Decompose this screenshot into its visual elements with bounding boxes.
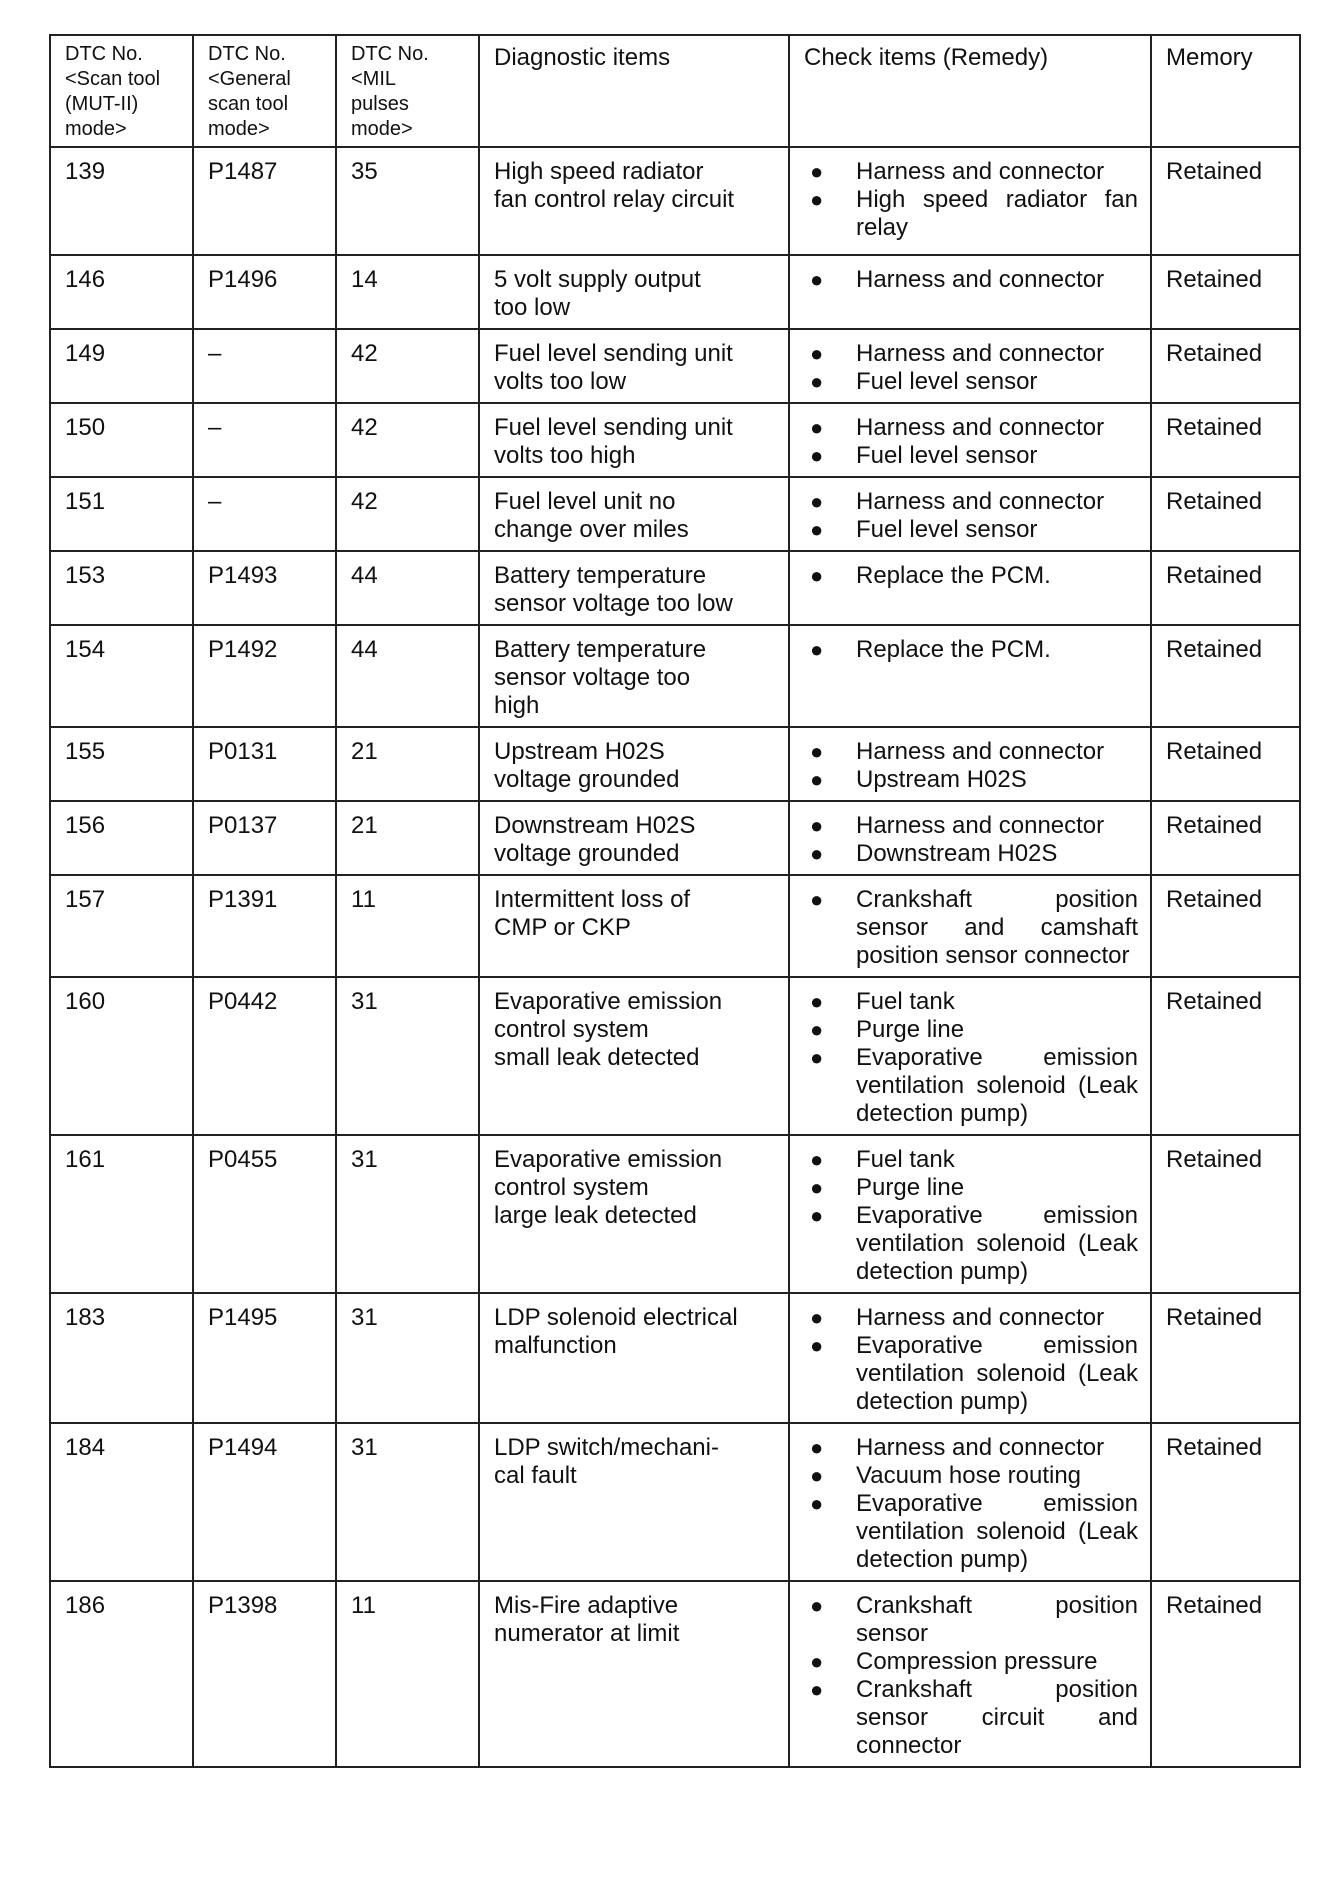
general-code: P1487 (193, 147, 336, 255)
memory-status: Retained (1151, 875, 1300, 977)
table-row (50, 551, 1300, 625)
bullet-icon: ● (810, 1203, 824, 1228)
list-item (804, 1490, 1138, 1574)
table-row (50, 329, 1300, 403)
table-row (50, 147, 1300, 255)
header-row (50, 35, 1300, 147)
bullet-icon: ● (810, 887, 824, 912)
check-list (804, 340, 1138, 396)
check-item-text: Fuel tank (856, 1146, 955, 1173)
check-items (789, 801, 1151, 875)
header-scan-tool: DTC No. <Scan tool (MUT-II) mode> (50, 35, 193, 147)
list-item (804, 1304, 1138, 1332)
general-code: P0442 (193, 977, 336, 1135)
list-item (804, 488, 1138, 516)
bullet-icon: ● (810, 1593, 824, 1618)
check-list (804, 266, 1138, 294)
scan-tool-code: 161 (50, 1135, 193, 1293)
list-item (804, 988, 1138, 1016)
check-items (789, 329, 1151, 403)
table-row (50, 1293, 1300, 1423)
bullet-icon: ● (810, 1435, 824, 1460)
mil-code: 44 (336, 625, 479, 727)
header-memory: Memory (1151, 35, 1300, 147)
list-item (804, 1174, 1138, 1202)
check-item-text: Purge line (856, 1174, 965, 1201)
list-item (804, 266, 1138, 294)
mil-code: 31 (336, 1293, 479, 1423)
bullet-icon: ● (810, 517, 824, 542)
scan-tool-code: 186 (50, 1581, 193, 1767)
scan-tool-code: 183 (50, 1293, 193, 1423)
check-item-text: Harness and connector (856, 488, 1105, 515)
check-item-text: Downstream H02S (856, 840, 1058, 867)
diagnostic-item: Upstream H02S voltage grounded (479, 727, 789, 801)
check-item-text: High speed radiator fan relay (856, 186, 1138, 241)
memory-status: Retained (1151, 625, 1300, 727)
table-row (50, 801, 1300, 875)
check-item-text: Compression pressure (856, 1648, 1098, 1675)
check-list (804, 1146, 1138, 1286)
check-list (804, 488, 1138, 544)
bullet-icon: ● (810, 739, 824, 764)
bullet-icon: ● (810, 1649, 824, 1674)
mil-code: 35 (336, 147, 479, 255)
scan-tool-code: 139 (50, 147, 193, 255)
scan-tool-code: 155 (50, 727, 193, 801)
check-list (804, 812, 1138, 868)
general-code: P1492 (193, 625, 336, 727)
memory-status: Retained (1151, 727, 1300, 801)
general-code: P1493 (193, 551, 336, 625)
mil-code: 31 (336, 1423, 479, 1581)
check-item-text: Replace the PCM. (856, 636, 1051, 663)
check-item-text: Harness and connector (856, 266, 1105, 293)
diagnostic-item: High speed radiator fan control relay circuit (479, 147, 789, 255)
table-row (50, 403, 1300, 477)
memory-status: Retained (1151, 1293, 1300, 1423)
check-item-text: Harness and connector (856, 340, 1105, 367)
bullet-icon: ● (810, 813, 824, 838)
diagnostic-item: Evaporative emission control system large leak detected (479, 1135, 789, 1293)
mil-code: 42 (336, 403, 479, 477)
diagnostic-item: Fuel level unit no change over miles (479, 477, 789, 551)
check-list (804, 562, 1138, 590)
check-item-text: Evaporative emission ventilation solenoid (Leak detection pump) (856, 1490, 1138, 1573)
check-list (804, 1304, 1138, 1416)
bullet-icon: ● (810, 415, 824, 440)
list-item (804, 1648, 1138, 1676)
general-code: P0137 (193, 801, 336, 875)
check-items (789, 147, 1151, 255)
bullet-icon: ● (810, 563, 824, 588)
check-items (789, 977, 1151, 1135)
check-item-text: Upstream H02S (856, 766, 1027, 793)
check-item-text: Evaporative emission ventilation solenoid (Leak detection pump) (856, 1332, 1138, 1415)
check-item-text: Crankshaft position sensor circuit and connector (856, 1676, 1138, 1759)
check-list (804, 414, 1138, 470)
table-row (50, 625, 1300, 727)
check-item-text: Purge line (856, 1016, 965, 1043)
general-code: – (193, 477, 336, 551)
diagnostic-item: Fuel level sending unit volts too high (479, 403, 789, 477)
check-items (789, 727, 1151, 801)
list-item (804, 368, 1138, 396)
list-item (804, 516, 1138, 544)
table-row (50, 477, 1300, 551)
scan-tool-code: 146 (50, 255, 193, 329)
check-items (789, 875, 1151, 977)
diagnostic-item: Battery temperature sensor voltage too low (479, 551, 789, 625)
check-list (804, 1434, 1138, 1574)
list-item (804, 158, 1138, 186)
scan-tool-code: 184 (50, 1423, 193, 1581)
mil-code: 31 (336, 977, 479, 1135)
bullet-icon: ● (810, 159, 824, 184)
check-list (804, 1592, 1138, 1760)
bullet-icon: ● (810, 1175, 824, 1200)
list-item (804, 414, 1138, 442)
check-items (789, 1423, 1151, 1581)
check-list (804, 636, 1138, 664)
bullet-icon: ● (810, 1333, 824, 1358)
table-row (50, 875, 1300, 977)
table-body (50, 147, 1300, 1767)
bullet-icon: ● (810, 1677, 824, 1702)
check-item-text: Crankshaft position sensor and camshaft position sensor connector (856, 886, 1138, 969)
list-item (804, 186, 1138, 242)
table-row (50, 727, 1300, 801)
header-diagnostic: Diagnostic items (479, 35, 789, 147)
list-item (804, 738, 1138, 766)
list-item (804, 1676, 1138, 1760)
memory-status: Retained (1151, 801, 1300, 875)
bullet-icon: ● (810, 187, 824, 212)
bullet-icon: ● (810, 841, 824, 866)
list-item (804, 766, 1138, 794)
general-code: P1398 (193, 1581, 336, 1767)
mil-code: 44 (336, 551, 479, 625)
diagnostic-item: Battery temperature sensor voltage too high (479, 625, 789, 727)
scan-tool-code: 150 (50, 403, 193, 477)
list-item (804, 1016, 1138, 1044)
table-row (50, 255, 1300, 329)
memory-status: Retained (1151, 329, 1300, 403)
dtc-table (49, 34, 1301, 1768)
bullet-icon: ● (810, 489, 824, 514)
general-code: – (193, 329, 336, 403)
list-item (804, 1202, 1138, 1286)
general-code: – (193, 403, 336, 477)
check-item-text: Crankshaft position sensor (856, 1592, 1138, 1647)
list-item (804, 812, 1138, 840)
check-items (789, 625, 1151, 727)
mil-code: 11 (336, 1581, 479, 1767)
check-items (789, 1581, 1151, 1767)
header-general: DTC No. <General scan tool mode> (193, 35, 336, 147)
diagnostic-item: LDP solenoid electrical malfunction (479, 1293, 789, 1423)
list-item (804, 1044, 1138, 1128)
check-item-text: Replace the PCM. (856, 562, 1051, 589)
bullet-icon: ● (810, 1045, 824, 1070)
bullet-icon: ● (810, 341, 824, 366)
bullet-icon: ● (810, 637, 824, 662)
bullet-icon: ● (810, 267, 824, 292)
check-item-text: Evaporative emission ventilation solenoid (Leak detection pump) (856, 1044, 1138, 1127)
check-item-text: Fuel level sensor (856, 516, 1038, 543)
table-row (50, 977, 1300, 1135)
list-item (804, 1332, 1138, 1416)
list-item (804, 340, 1138, 368)
list-item (804, 1434, 1138, 1462)
mil-code: 21 (336, 727, 479, 801)
list-item (804, 636, 1138, 664)
memory-status: Retained (1151, 403, 1300, 477)
bullet-icon: ● (810, 989, 824, 1014)
mil-code: 42 (336, 477, 479, 551)
memory-status: Retained (1151, 255, 1300, 329)
check-items (789, 255, 1151, 329)
list-item (804, 1146, 1138, 1174)
scan-tool-code: 154 (50, 625, 193, 727)
check-item-text: Fuel level sensor (856, 368, 1038, 395)
scan-tool-code: 149 (50, 329, 193, 403)
bullet-icon: ● (810, 443, 824, 468)
list-item (804, 562, 1138, 590)
diagnostic-item: 5 volt supply output too low (479, 255, 789, 329)
check-list (804, 886, 1138, 970)
check-list (804, 738, 1138, 794)
check-list (804, 158, 1138, 242)
check-item-text: Evaporative emission ventilation solenoid (Leak detection pump) (856, 1202, 1138, 1285)
mil-code: 21 (336, 801, 479, 875)
diagnostic-item: Evaporative emission control system small leak detected (479, 977, 789, 1135)
check-item-text: Harness and connector (856, 1434, 1105, 1461)
list-item (804, 840, 1138, 868)
memory-status: Retained (1151, 147, 1300, 255)
check-items (789, 551, 1151, 625)
list-item (804, 442, 1138, 470)
scan-tool-code: 151 (50, 477, 193, 551)
bullet-icon: ● (810, 767, 824, 792)
scan-tool-code: 156 (50, 801, 193, 875)
bullet-icon: ● (810, 1017, 824, 1042)
check-items (789, 477, 1151, 551)
memory-status: Retained (1151, 1423, 1300, 1581)
memory-status: Retained (1151, 477, 1300, 551)
general-code: P1494 (193, 1423, 336, 1581)
check-items (789, 1293, 1151, 1423)
header-check: Check items (Remedy) (789, 35, 1151, 147)
check-item-text: Fuel tank (856, 988, 955, 1015)
bullet-icon: ● (810, 1147, 824, 1172)
check-items (789, 1135, 1151, 1293)
diagnostic-item: Intermittent loss of CMP or CKP (479, 875, 789, 977)
scan-tool-code: 160 (50, 977, 193, 1135)
general-code: P0455 (193, 1135, 336, 1293)
table-row (50, 1581, 1300, 1767)
check-item-text: Vacuum hose routing (856, 1462, 1082, 1489)
check-list (804, 988, 1138, 1128)
memory-status: Retained (1151, 977, 1300, 1135)
bullet-icon: ● (810, 369, 824, 394)
scan-tool-code: 153 (50, 551, 193, 625)
diagnostic-item: Fuel level sending unit volts too low (479, 329, 789, 403)
check-item-text: Harness and connector (856, 812, 1105, 839)
scan-tool-code: 157 (50, 875, 193, 977)
diagnostic-item: Mis-Fire adaptive numerator at limit (479, 1581, 789, 1767)
check-item-text: Harness and connector (856, 738, 1105, 765)
diagnostic-item: LDP switch/mechani- cal fault (479, 1423, 789, 1581)
general-code: P1495 (193, 1293, 336, 1423)
check-item-text: Harness and connector (856, 158, 1105, 185)
check-item-text: Fuel level sensor (856, 442, 1038, 469)
bullet-icon: ● (810, 1463, 824, 1488)
memory-status: Retained (1151, 551, 1300, 625)
memory-status: Retained (1151, 1135, 1300, 1293)
table-row (50, 1135, 1300, 1293)
bullet-icon: ● (810, 1305, 824, 1330)
general-code: P0131 (193, 727, 336, 801)
check-items (789, 403, 1151, 477)
list-item (804, 886, 1138, 970)
general-code: P1391 (193, 875, 336, 977)
mil-code: 11 (336, 875, 479, 977)
mil-code: 14 (336, 255, 479, 329)
general-code: P1496 (193, 255, 336, 329)
mil-code: 42 (336, 329, 479, 403)
list-item (804, 1462, 1138, 1490)
table-row (50, 1423, 1300, 1581)
mil-code: 31 (336, 1135, 479, 1293)
diagnostic-item: Downstream H02S voltage grounded (479, 801, 789, 875)
check-item-text: Harness and connector (856, 414, 1105, 441)
header-mil: DTC No. <MIL pulses mode> (336, 35, 479, 147)
list-item (804, 1592, 1138, 1648)
check-item-text: Harness and connector (856, 1304, 1105, 1331)
bullet-icon: ● (810, 1491, 824, 1516)
memory-status: Retained (1151, 1581, 1300, 1767)
